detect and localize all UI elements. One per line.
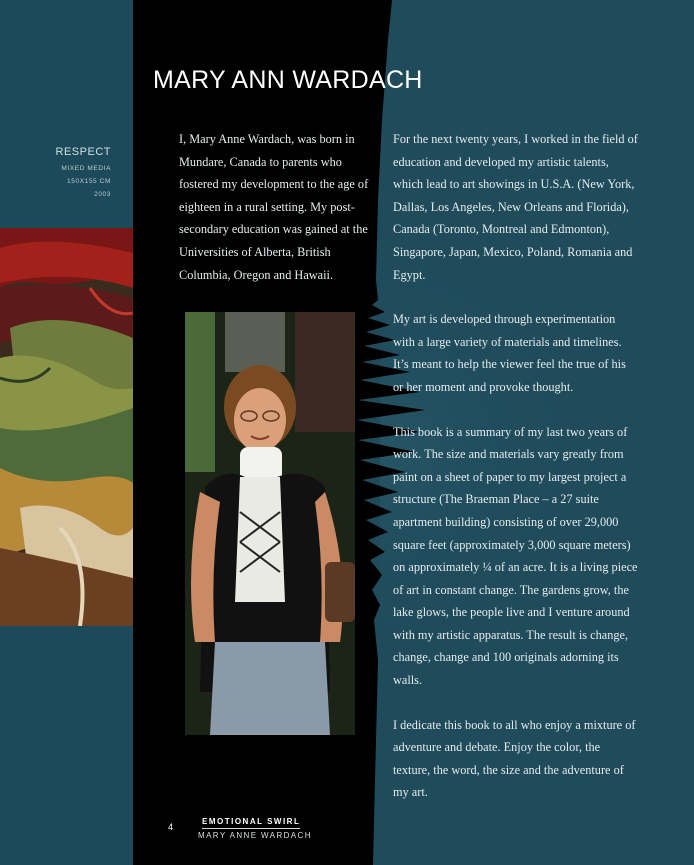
artwork-medium: MIXED MEDIA [61, 165, 111, 172]
body-paragraph: For the next twenty years, I worked in the field of education and developed my artistic talents, which lead to art showings in U.S.A. (New York, Dallas, Los Angeles, New Orleans and Florida), Canada (Toronto, Montreal and Edmonton), Singapore, Japan, Mexico, Poland, Romania and Egypt. [393, 132, 638, 282]
page-title: MARY ANN WARDACH [153, 66, 423, 94]
artwork-caption [56, 146, 111, 201]
page-number: 4 [168, 822, 174, 832]
body-paragraph: I dedicate this book to all who enjoy a mixture of adventure and debate. Enjoy the color, the texture, the word, the size and the adventure of my art. [393, 717, 636, 800]
author-portrait-photo [185, 312, 355, 735]
body-text-column [393, 128, 638, 826]
body-paragraph: My art is developed through experimentation with a large variety of materials and timelines. It’s meant to help the viewer feel the true of his or her moment and provoke thought. [393, 312, 626, 394]
artwork-year: 2003 [94, 191, 111, 198]
body-paragraph: This book is a summary of my last two years of work. The size and materials vary greatly from paint on a sheet of paper to my largest project a structure (The Braeman Place – a 27 suite apartment building) consisting of over 29,000 square feet (approximately 3,000 square meters) on approximately ¼ of an acre. It is a living piece of art in constant change. The gardens grow, the lake glows, the people live and I venture around with my artistic apparatus. The result is change, change, change and 100 originals adorning its walls. [393, 424, 638, 688]
artwork-size: 150X155 CM [67, 178, 111, 185]
intro-paragraph: I, Mary Anne Wardach, was born in Mundare, Canada to parents who fostered my development to the age of eighteen in a rural setting. My post-secondary education was gained at the Universities of Alberta, British Columbia, Oregon and Hawaii. [179, 132, 369, 282]
footer-book-title: EMOTIONAL SWIRL [202, 817, 300, 829]
artwork-title: RESPECT [55, 146, 111, 158]
footer-author: MARY ANNE WARDACH [198, 831, 312, 840]
artwork-respect-image [0, 228, 133, 626]
